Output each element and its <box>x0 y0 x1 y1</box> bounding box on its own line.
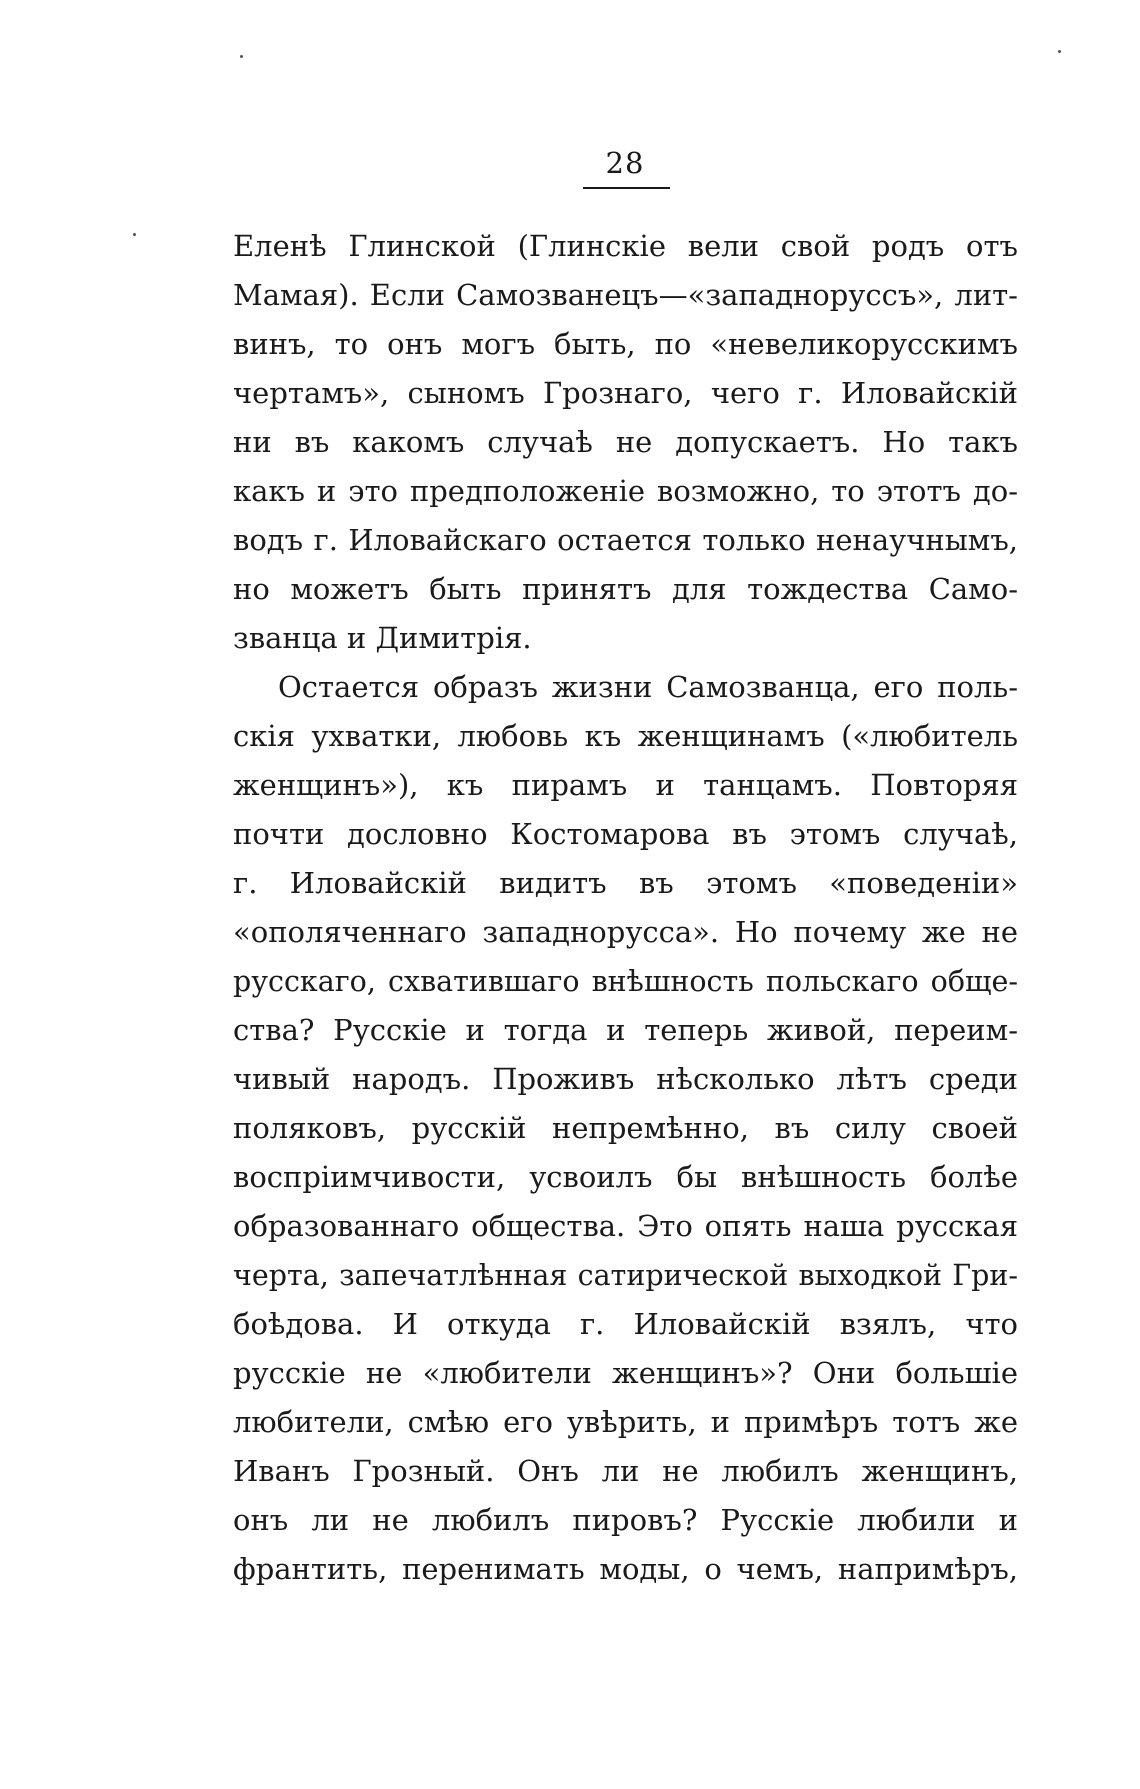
text-line: Еленѣ Глинской (Глинскіе вели свой родъ отъ <box>233 229 1018 263</box>
text-line: «ополяченнаго западноруссa». Но почему же не <box>233 915 1018 949</box>
text-line: русскаго, схватившаго внѣшность польскаго обще- <box>233 965 1018 998</box>
text-line: ни въ какомъ случаѣ не допускаетъ. Но такъ <box>233 425 1018 459</box>
text-line: но можетъ быть принятъ для тождества Само- <box>233 572 1018 606</box>
body-text <box>233 222 1018 1594</box>
text-line: образованнаго общества. Это опять наша русская <box>233 1209 1018 1243</box>
text-line: черта, запечатлѣнная сатирической выходкой Гри- <box>233 1259 1018 1292</box>
text-line: русскіе не «любители женщинъ»? Они большіе <box>233 1356 1018 1390</box>
text-line: званца и Димитрія. <box>233 621 532 655</box>
page-number-rule <box>583 187 670 189</box>
text-line: франтить, перенимать моды, о чемъ, напримѣръ, <box>233 1552 1018 1586</box>
text-line: г. Иловайскій видитъ въ этомъ «поведеніи» <box>233 866 1018 900</box>
text-line: Остается образъ жизни Самозванца, его поль- <box>278 670 1018 704</box>
paragraph-1 <box>233 222 1018 663</box>
text-line: чивый народъ. Проживъ нѣсколько лѣтъ среди <box>233 1062 1018 1096</box>
text-line: чертамъ», сыномъ Грознаго, чего г. Иловайскій <box>233 376 1018 410</box>
text-line: боѣдова. И откуда г. Иловайскій взялъ, что <box>233 1307 1018 1341</box>
text-line: ства? Русскіе и тогда и теперь живой, переим- <box>233 1013 1018 1047</box>
text-line: Иванъ Грозный. Онъ ли не любилъ женщинъ, <box>233 1454 1018 1488</box>
text-line: онъ ли не любилъ пировъ? Русскіе любили и <box>233 1503 1018 1537</box>
text-line: поляковъ, русскій непремѣнно, въ силу своей <box>233 1111 1018 1145</box>
print-speck <box>133 233 136 236</box>
text-line: Мамая). Если Самозванецъ—«западноруссъ», лит- <box>233 278 1018 312</box>
print-speck <box>1058 50 1061 53</box>
text-line: винъ, то онъ могъ быть, по «невеликорусскимъ <box>233 327 1018 361</box>
text-line: водъ г. Иловайскаго остается только ненаучнымъ, <box>233 523 1018 557</box>
paragraph-2 <box>233 663 1018 1594</box>
print-speck <box>240 55 243 58</box>
page-number: 28 <box>605 146 645 180</box>
text-line: любители, смѣю его увѣрить, и примѣръ тотъ же <box>233 1405 1018 1439</box>
text-line: женщинъ»), къ пирамъ и танцамъ. Повторяя <box>233 768 1018 802</box>
text-line: воспріимчивости, усвоилъ бы внѣшность болѣе <box>233 1160 1018 1194</box>
text-line: почти дословно Костомарова въ этомъ случаѣ, <box>233 817 1018 851</box>
text-line: какъ и это предположеніе возможно, то этотъ до- <box>233 474 1018 508</box>
text-line: скія ухватки, любовь къ женщинамъ («любитель <box>233 719 1018 753</box>
